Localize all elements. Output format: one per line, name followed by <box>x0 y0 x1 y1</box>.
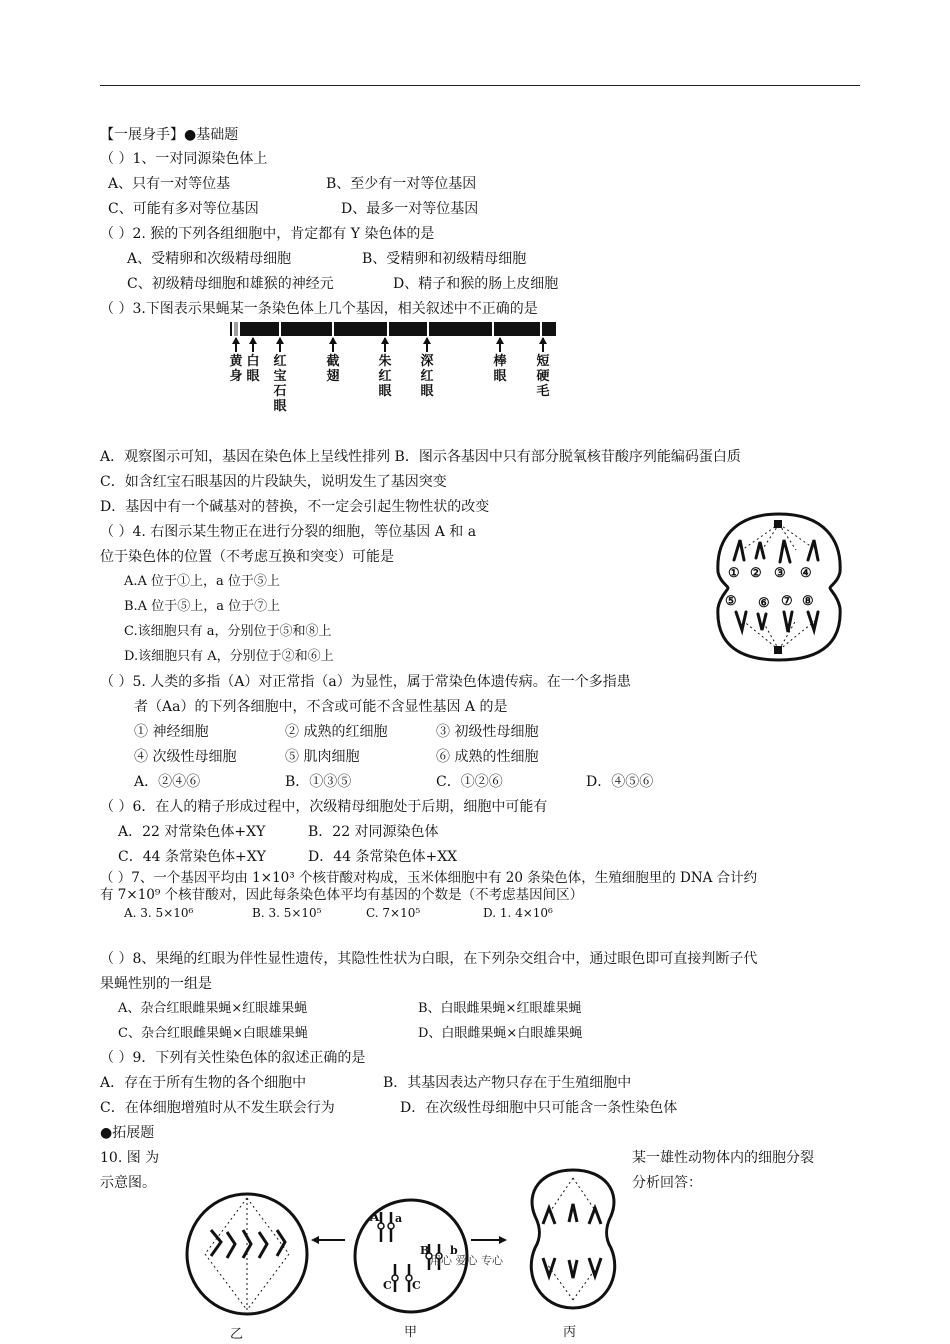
q7-option-c: C. 7×10⁵ <box>366 906 421 920</box>
q1-option-d: D、最多一对等位基因 <box>341 201 479 217</box>
q4-option-c: C.该细胞只有 a，分别位于⑤和⑧上 <box>124 624 332 639</box>
q6-stem: （ ）6．在人的精子形成过程中，次级精母细胞处于后期，细胞中可能有 <box>100 799 548 815</box>
q5-option-a: A．②④⑥ <box>134 774 201 790</box>
q1-option-a: A、只有一对等位基 <box>108 176 231 192</box>
q10-stem-right: 某一雄性动物体内的细胞分裂 <box>632 1150 814 1166</box>
q7-option-d: D. 1. 4×10⁶ <box>483 906 553 920</box>
q4-option-d: D.该细胞只有 A，分别位于②和⑥上 <box>124 649 334 664</box>
q10-gene-C-left: C <box>383 1279 392 1292</box>
gene-label-yellow-body: 黄身 <box>229 354 243 384</box>
q8-stem-cont: 果蝇性别的一组是 <box>100 976 212 992</box>
cell-number-4: ④ <box>800 566 812 581</box>
q3-option-c: C．如含红宝石眼基因的片段缺失，说明发生了基因突变 <box>100 474 447 490</box>
q5-item-6: ⑥ 成熟的性细胞 <box>436 749 539 765</box>
gene-label-ruby-eye: 红宝石眼 <box>273 354 287 414</box>
q5-item-1: ① 神经细胞 <box>134 724 209 740</box>
header-rule <box>100 85 860 86</box>
q1-option-b: B、至少有一对等位基因 <box>326 176 477 192</box>
gene-label-white-eye: 白眼 <box>246 354 260 384</box>
q3-stem: （ ）3.下图表示果蝇某一条染色体上几个基因，相关叙述中不正确的是 <box>100 301 538 317</box>
q5-item-4: ④ 次级性母细胞 <box>134 749 237 765</box>
q5-option-b: B．①③⑤ <box>285 774 352 790</box>
q10-stem-right-cont: 分析回答： <box>632 1175 702 1191</box>
q5-item-3: ③ 初级性母细胞 <box>436 724 539 740</box>
q10-gene-B: B <box>420 1244 430 1257</box>
q10-label-jia: 甲 <box>404 1325 418 1340</box>
q5-stem: （ ）5. 人类的多指（A）对正常指（a）为显性，属于常染色体遗传病。在一个多指患 <box>100 674 631 690</box>
q5-option-d: D．④⑤⑥ <box>586 774 654 790</box>
q5-item-5: ⑤ 肌肉细胞 <box>285 749 360 765</box>
gene-label-deep-red-eye: 深红眼 <box>420 354 434 399</box>
q8-option-a: A、杂合红眼雌果蝇×红眼雄果蝇 <box>118 1001 308 1016</box>
q8-option-d: D、白眼雌果蝇×白眼雄果蝇 <box>418 1026 583 1041</box>
cell-number-6: ⑥ <box>758 596 770 611</box>
q2-stem: （ ）2. 猴的下列各组细胞中，肯定都有 Y 染色体的是 <box>100 226 435 242</box>
gene-label-cut-wing: 截翅 <box>326 354 340 384</box>
q8-option-b: B、白眼雌果蝇×红眼雄果蝇 <box>418 1001 582 1016</box>
q2-option-b: B、受精卵和初级精母细胞 <box>362 251 527 267</box>
q1-option-c: C、可能有多对等位基因 <box>108 201 259 217</box>
q4-option-a: A.A 位于①上，a 位于⑤上 <box>124 574 280 589</box>
cell-number-7: ⑦ <box>781 594 793 609</box>
q10-cell-division-figure <box>185 1160 625 1344</box>
q4-cell-figure <box>712 510 847 665</box>
cell-number-3: ③ <box>774 566 786 581</box>
q2-option-a: A、受精卵和次级精母细胞 <box>127 251 292 267</box>
q4-stem: （ ）4. 右图示某生物正在进行分裂的细胞，等位基因 A 和 a <box>100 524 477 540</box>
q4-stem-cont: 位于染色体的位置（不考虑互换和突变）可能是 <box>100 549 394 565</box>
q5-option-c: C．①②⑥ <box>436 774 503 790</box>
q2-option-d: D、精子和猴的肠上皮细胞 <box>393 276 559 292</box>
q10-gene-b: b <box>450 1244 458 1257</box>
watermark: 用心 爱心 专心 <box>430 1254 503 1267</box>
q6-option-d: D．44 条常染色体+XX <box>308 849 458 865</box>
q3-option-a-b: A．观察图示可知，基因在染色体上呈线性排列 B．图示各基因中只有部分脱氧核苷酸序列能编码蛋白质 <box>100 449 741 465</box>
q7-option-b: B. 3. 5×10⁵ <box>252 906 322 920</box>
q7-stem: （ ）7、一个基因平均由 1×10³ 个核苷酸对构成，玉米体细胞中有 20 条染色体，生殖细胞里的 DNA 合计约 <box>100 870 758 886</box>
cell-number-5: ⑤ <box>725 594 737 609</box>
q5-stem-cont: 者（Aa）的下列各细胞中，不含或可能不含显性基因 A 的是 <box>134 699 508 715</box>
q6-option-a: A．22 对常染色体+XY <box>118 824 266 840</box>
q10-stem-left-cont: 示意图。 <box>100 1175 156 1191</box>
gene-label-bar-eye: 棒眼 <box>493 354 507 384</box>
cell-number-8: ⑧ <box>802 594 814 609</box>
q8-stem: （ ）8、果绳的红眼为伴性显性遗传，其隐性性状为白眼，在下列杂交组合中，通过眼色即可直接判断子代 <box>100 951 758 967</box>
q6-option-b: B．22 对同源染色体 <box>308 824 439 840</box>
section-extension-title: ●拓展题 <box>100 1125 155 1141</box>
q9-option-b: B．其基因表达产物只存在于生殖细胞中 <box>383 1075 632 1091</box>
cell-number-1: ① <box>728 566 740 581</box>
gene-label-short-bristle: 短硬毛 <box>536 354 550 399</box>
q2-option-c: C、初级精母细胞和雄猴的神经元 <box>127 276 334 292</box>
q10-gene-A: A <box>370 1210 380 1224</box>
q10-gene-C-right: C <box>412 1279 421 1292</box>
q8-option-c: C、杂合红眼雌果蝇×白眼雄果蝇 <box>118 1026 308 1041</box>
q10-gene-a: a <box>395 1212 403 1225</box>
q9-stem: （ ）9．下列有关性染色体的叙述正确的是 <box>100 1050 366 1066</box>
q5-item-2: ② 成熟的红细胞 <box>285 724 388 740</box>
section-basic-title: 【一展身手】●基础题 <box>100 127 239 143</box>
q9-option-c: C．在体细胞增殖时从不发生联会行为 <box>100 1100 335 1116</box>
q9-option-d: D．在次级性母细胞中只可能含一条性染色体 <box>400 1100 678 1116</box>
q9-option-a: A．存在于所有生物的各个细胞中 <box>100 1075 307 1091</box>
q3-option-d: D．基因中有一个碱基对的替换，不一定会引起生物性状的改变 <box>100 499 490 515</box>
gene-label-vermilion-eye: 朱红眼 <box>378 354 392 399</box>
q6-option-c: C．44 条常染色体+XY <box>118 849 266 865</box>
q10-stem-left: 10. 图 为 <box>100 1150 160 1166</box>
q7-stem-cont: 有 7×10⁹ 个核苷酸对，因此每条染色体平均有基因的个数是（不考虑基因间区） <box>100 887 584 903</box>
q1-stem: （ ）1、一对同源染色体上 <box>100 151 268 167</box>
q7-option-a: A. 3. 5×10⁶ <box>124 906 194 920</box>
q10-label-yi: 乙 <box>230 1327 244 1342</box>
q10-label-bing: 丙 <box>563 1325 577 1340</box>
q4-option-b: B.A 位于⑤上，a 位于⑦上 <box>124 599 281 614</box>
cell-number-2: ② <box>750 566 762 581</box>
